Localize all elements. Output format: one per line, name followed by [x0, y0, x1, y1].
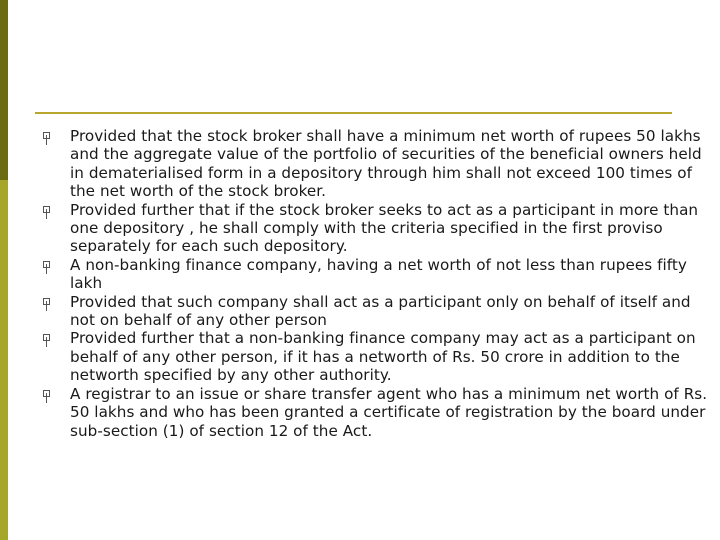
bullet-list	[40, 127, 710, 440]
side-accent-bar-light	[0, 180, 8, 540]
bullet-item	[40, 256, 710, 293]
square-bullet-icon	[43, 206, 50, 213]
square-bullet-icon	[43, 132, 50, 139]
square-bullet-icon	[43, 298, 50, 305]
bullet-item	[40, 385, 710, 440]
bullet-text: Provided further that if the stock broker seeks to act as a participant in more than one depository , he shall comply with the criteria specified in the first proviso separately for each such depository.	[70, 200, 699, 256]
square-bullet-icon	[43, 390, 50, 397]
bullet-item	[40, 293, 710, 330]
side-accent-bar-dark	[0, 0, 8, 180]
bullet-item	[40, 329, 710, 384]
bullet-text: Provided that such company shall act as a participant only on behalf of itself and not on behalf of any other person	[70, 292, 691, 330]
bullet-item	[40, 201, 710, 256]
bullet-text: Provided further that a non-banking finance company may act as a participant on behalf of any other person, if it has a networth of Rs. 50 crore in addition to the networth specified by any other authority.	[70, 329, 696, 385]
bullet-text: Provided that the stock broker shall have a minimum net worth of rupees 50 lakhs and the aggregate value of the portfolio of securities of the beneficial owners held in dematerialised form in a depository through him shall not exceed 100 times of the net worth of the stock broker.	[70, 127, 702, 201]
bullet-item	[40, 127, 710, 201]
square-bullet-icon	[43, 334, 50, 341]
bullet-text: A registrar to an issue or share transfer agent who has a minimum net worth of Rs. 50 lakhs and who has been granted a certificate of registration by the board under sub-section (1) of section 12 of the Act.	[70, 384, 708, 440]
square-bullet-icon	[43, 261, 50, 268]
bullet-text: A non-banking finance company, having a net worth of not less than rupees fifty lakh	[70, 255, 687, 293]
title-divider-rule	[35, 112, 672, 114]
